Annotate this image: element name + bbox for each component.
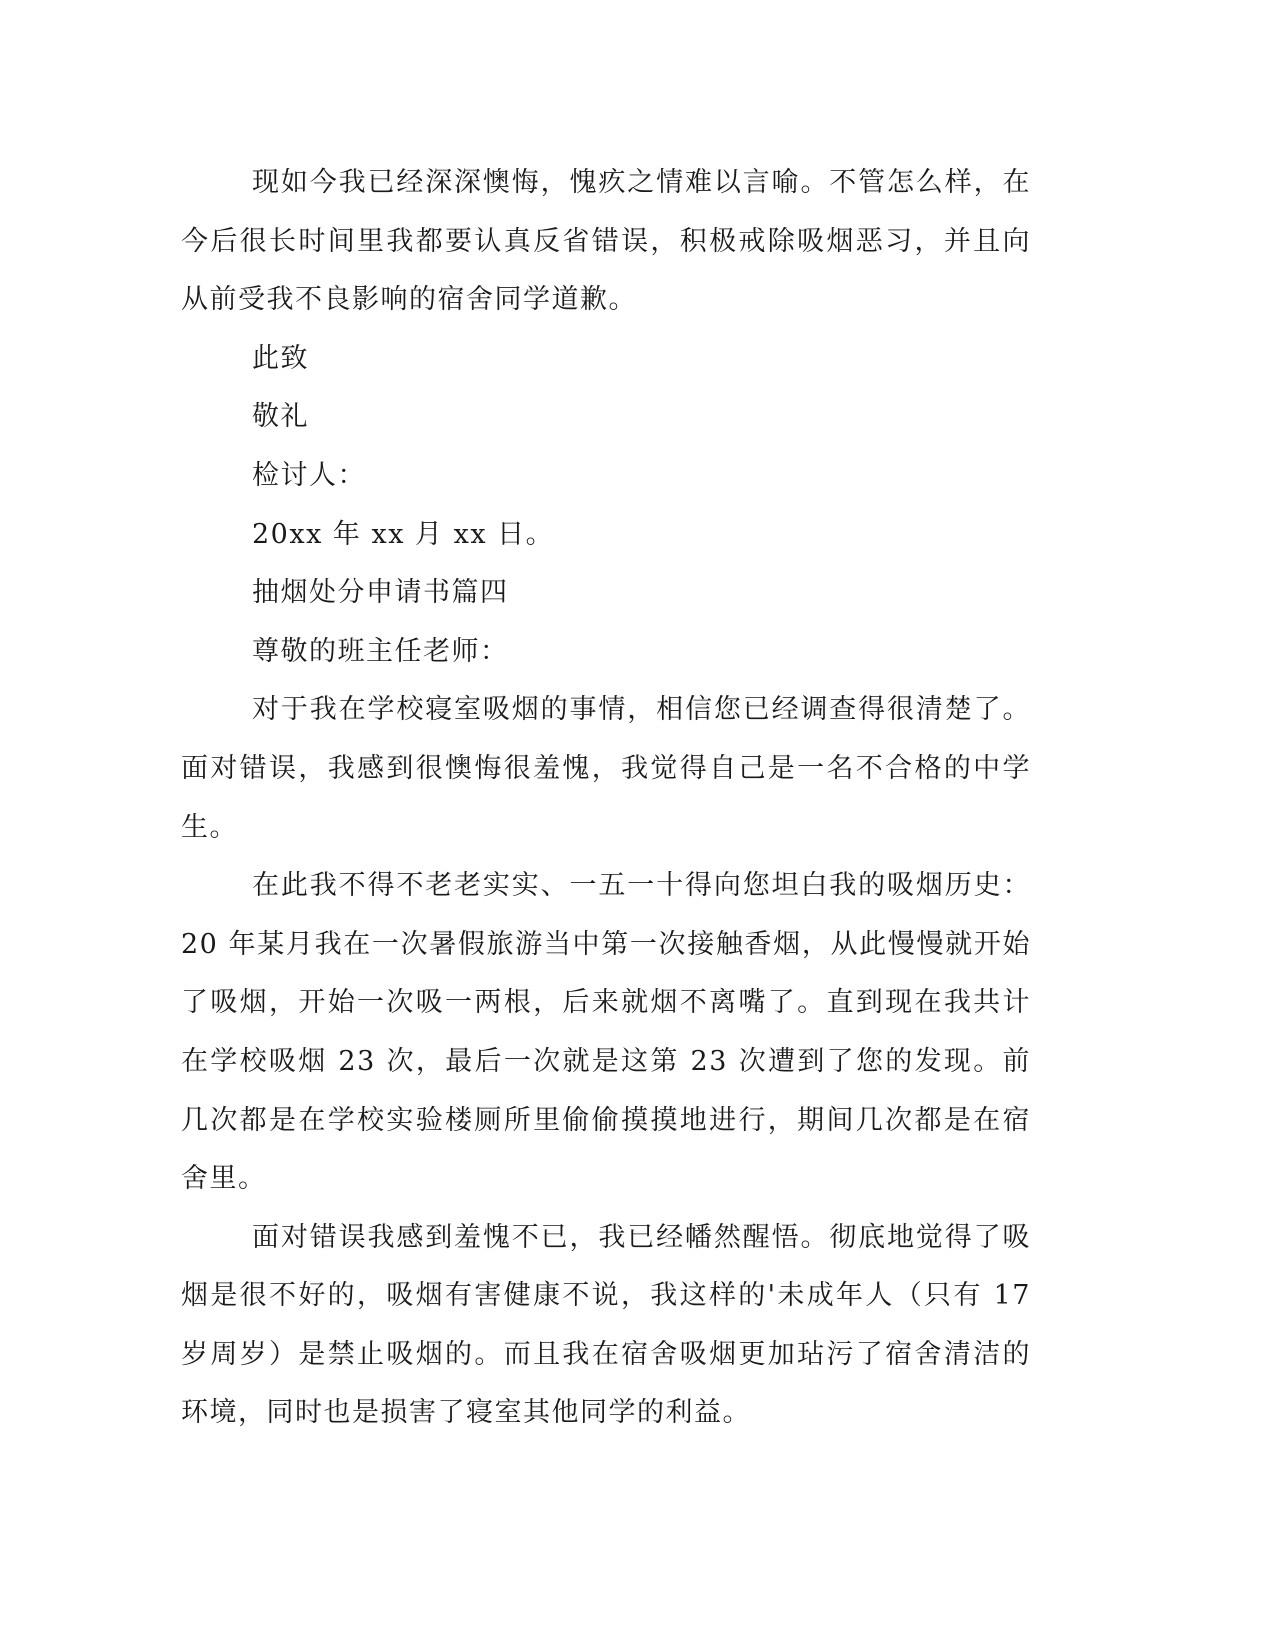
signature-line: 检讨人： [252, 459, 366, 491]
paragraph-remorse: 现如今我已经深深懊悔，愧疚之情难以言喻。不管怎么样，在今后很长时间里我都要认真反省错误，积极戒除吸烟恶习，并且向从前受我不良影响的宿舍同学道歉。 [181, 167, 1031, 316]
document-body [181, 154, 1031, 1443]
closing-regards: 敬礼 [252, 401, 309, 433]
paragraph-reflection: 面对错误我感到羞愧不已，我已经幡然醒悟。彻底地觉得了吸烟是很不好的，吸烟有害健康不说，我这样的'未成年人（只有 17 岁周岁）是禁止吸烟的。而且我在宿舍吸烟更加玷污了宿舍清洁的环境，同时也是损害了寝室其他同学的利益。 [181, 1221, 1031, 1429]
closing-salutation: 此致 [252, 342, 309, 374]
date-line: 20xx 年 xx 月 xx 日。 [252, 518, 555, 550]
section-title: 抽烟处分申请书篇四 [252, 577, 509, 609]
paragraph-intro: 对于我在学校寝室吸烟的事情，相信您已经调查得很清楚了。面对错误，我感到很懊悔很羞愧，我觉得自己是一名不合格的中学生。 [181, 694, 1031, 843]
paragraph-history: 在此我不得不老老实实、一五一十得向您坦白我的吸烟历史：20 年某月我在一次暑假旅游当中第一次接触香烟，从此慢慢就开始了吸烟，开始一次吸一两根，后来就烟不离嘴了。直到现在我共计在学校吸烟 23 次，最后一次就是这第 23 次遭到了您的发现。前几次都是在学校实验楼厕所里偷偷摸摸地进行，期间几次都是在宿舍里。 [181, 870, 1031, 1195]
greeting: 尊敬的班主任老师： [252, 635, 509, 667]
